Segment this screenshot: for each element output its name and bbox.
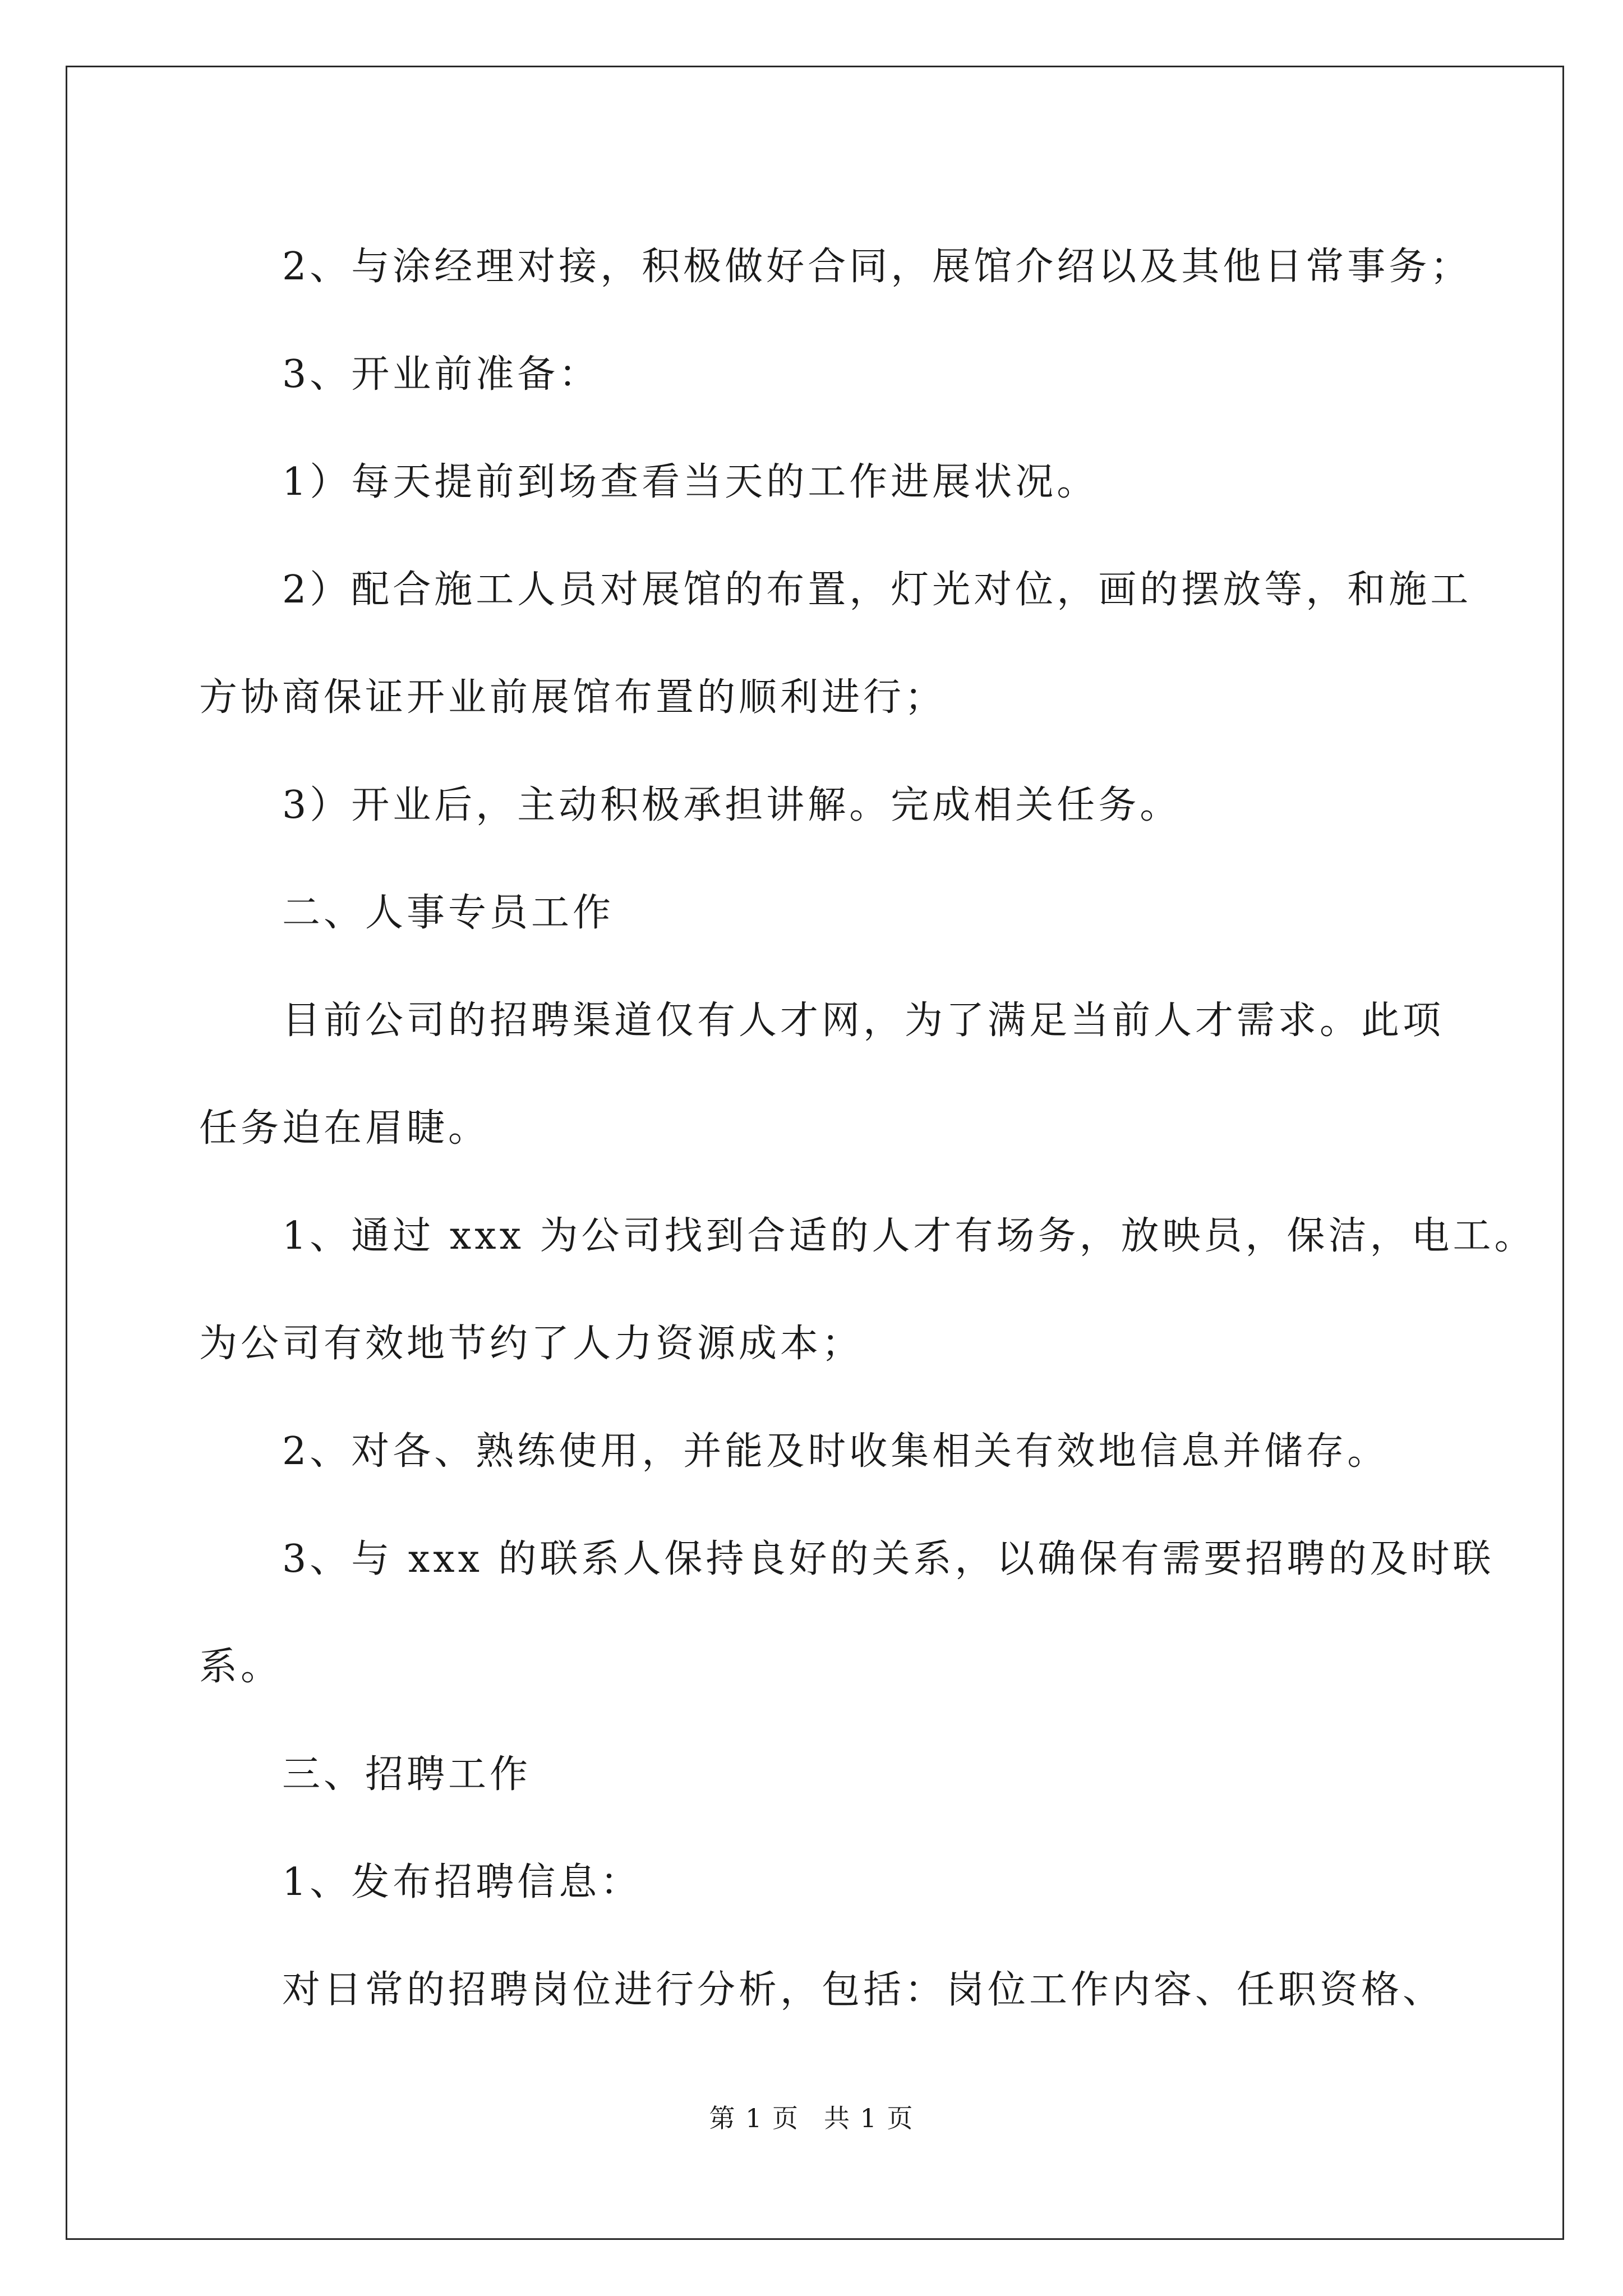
text-line: 2、对各、熟练使用，并能及时收集相关有效地信息并储存。 <box>282 1429 1389 1474</box>
text-line: 2）配合施工人员对展馆的布置，灯光对位，画的摆放等，和施工 <box>282 568 1472 612</box>
paragraph-continuation <box>199 1075 1438 1182</box>
paragraph <box>199 967 1445 1075</box>
text-line: 1）每天提前到场查看当天的工作进展状况。 <box>282 460 1099 504</box>
paragraph <box>199 536 1472 644</box>
page-footer <box>0 2098 1623 2135</box>
text-line: 对日常的招聘岗位进行分析，包括：岗位工作内容、任职资格、 <box>282 1968 1445 2012</box>
paragraph <box>199 1182 1536 1290</box>
paragraph <box>199 1936 1445 2044</box>
text-line: 三、招聘工作 <box>282 1752 532 1797</box>
page-number: 第 1 页 <box>709 2103 799 2133</box>
text-line: 目前公司的招聘渠道仅有人才网，为了满足当前人才需求。此项 <box>282 999 1445 1043</box>
text-line: 2、与涂经理对接，积极做好合同，展馆介绍以及其他日常事务； <box>282 245 1472 289</box>
text-line: 为公司有效地节约了人力资源成本； <box>199 1322 864 1366</box>
section-heading <box>199 1721 1438 1829</box>
text-line: 1、发布招聘信息： <box>282 1860 642 1904</box>
document-body <box>199 213 1536 2044</box>
paragraph <box>199 1506 1495 1613</box>
text-line: 二、人事专员工作 <box>282 891 615 935</box>
paragraph <box>199 321 1438 429</box>
paragraph <box>199 213 1472 321</box>
paragraph-continuation <box>199 1290 1438 1398</box>
paragraph <box>199 1829 1438 1936</box>
section-heading <box>199 859 1438 967</box>
text-line: 系。 <box>199 1645 283 1689</box>
paragraph <box>199 429 1438 536</box>
paragraph <box>199 752 1438 859</box>
text-line: 3、开业前准备： <box>282 352 601 397</box>
text-line: 1、通过 xxx 为公司找到合适的人才有场务，放映员，保洁，电工。 <box>282 1214 1536 1258</box>
paragraph-continuation <box>199 644 1438 752</box>
text-line: 任务迫在眉睫。 <box>199 1106 490 1151</box>
text-line: 3、与 xxx 的联系人保持良好的关系，以确保有需要招聘的及时联 <box>282 1537 1495 1581</box>
paragraph-continuation <box>199 1613 1438 1721</box>
text-line: 3）开业后，主动积极承担讲解。完成相关任务。 <box>282 783 1182 827</box>
page-total: 共 1 页 <box>824 2103 914 2133</box>
paragraph <box>199 1398 1438 1506</box>
text-line: 方协商保证开业前展馆布置的顺利进行； <box>199 675 947 720</box>
